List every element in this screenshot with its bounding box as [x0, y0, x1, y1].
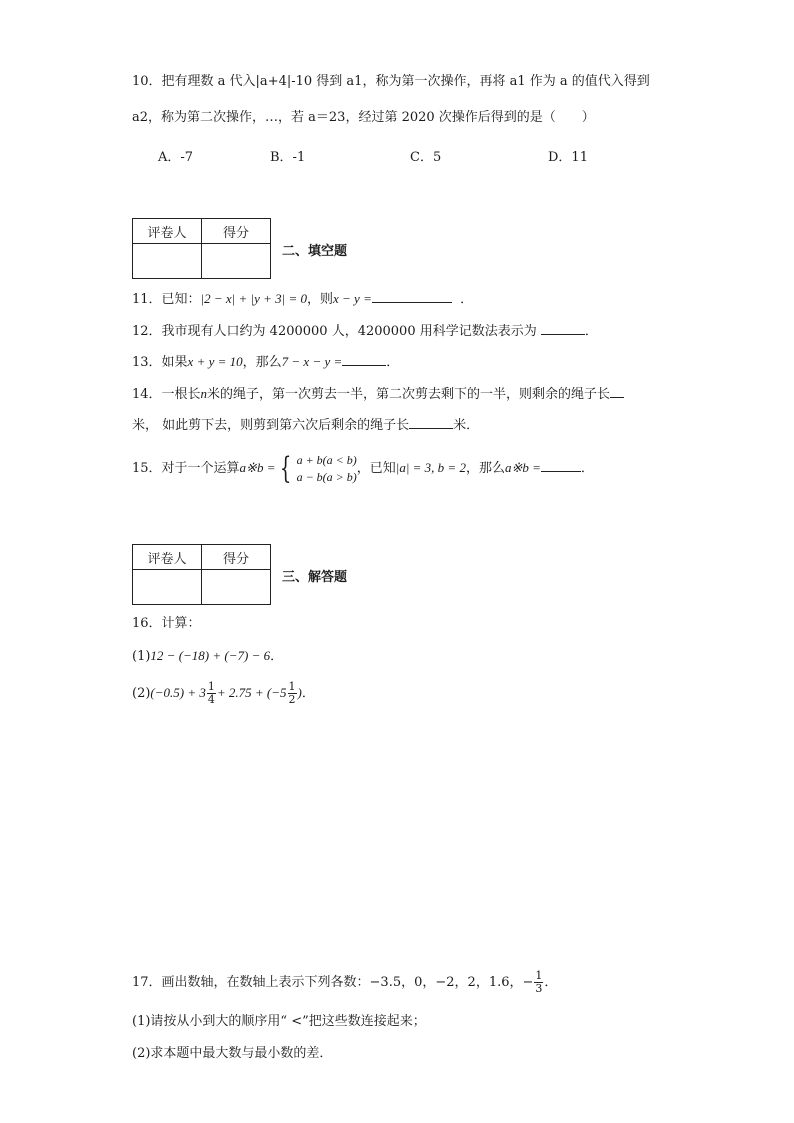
q15-mid: ，那么 [465, 461, 505, 476]
q14-line2b: 米． [453, 418, 480, 433]
q13-answer-blank[interactable] [342, 351, 386, 366]
q16-part2 [132, 678, 315, 709]
q16-part1-end: ． [270, 649, 284, 664]
q11-end: ． [460, 292, 474, 307]
q16-part2-c: ) [297, 685, 302, 700]
q14-line1a: 14．一根长 [132, 387, 201, 402]
q15-case2: a − b(a > b) [296, 469, 357, 484]
q11-mid: ，则 [306, 292, 333, 307]
q15-line [132, 448, 594, 489]
q15-given-pre: ，已知 [356, 461, 396, 476]
q16-part2-end: ． [301, 686, 315, 701]
q13-end: ． [386, 355, 400, 370]
q13-condition: x + y = 10 [187, 354, 243, 369]
q17-part2: (2)求本题中最大数与最小数的差． [132, 1046, 333, 1061]
q11-prefix: 11．已知： [132, 292, 201, 307]
section-title-answer: 三、解答题 [282, 570, 348, 585]
q13-line [132, 351, 399, 373]
q16-fraction-2 [288, 681, 297, 706]
score-table-reviewer-header: 评卷人 [133, 219, 202, 244]
q15-case1: a + b(a < b) [296, 452, 357, 467]
q12-line [132, 320, 598, 342]
q10-line2: a2，称为第二次操作，…，若 a＝23，经过第 2020 次操作后得到的是（ ） [132, 110, 595, 125]
q17-end: ． [544, 975, 558, 990]
q14-var: n [200, 386, 208, 401]
q17-fraction [534, 970, 543, 995]
q15-end: ． [580, 461, 594, 476]
q15-prefix: 15．对于一个运算 [132, 461, 240, 476]
q16-part1-label: (1) [132, 649, 151, 664]
q16-fraction-1-denominator: 4 [207, 693, 215, 706]
q10-option-b: B．-1 [270, 150, 306, 165]
q13-ask: 7 − x − y = [281, 354, 343, 369]
score-table-2 [132, 544, 271, 605]
q13-mid: ，那么 [242, 355, 282, 370]
q14-line1 [132, 383, 624, 405]
q10-option-d: D．11 [548, 150, 588, 165]
q13-prefix: 13．如果 [132, 355, 188, 370]
left-brace-icon: { [280, 450, 292, 486]
q16-part2-label: (2) [132, 686, 151, 701]
q17-part1: (1)请按从小到大的顺序用“ <”把这些数连接起来； [132, 1014, 426, 1029]
q11-expression: |2 − x| + |y + 3| = 0 [200, 291, 307, 306]
q16-part1 [132, 646, 283, 667]
score-table-score-cell[interactable] [202, 244, 271, 279]
q16-part2-a: (−0.5) + 3 [150, 685, 206, 700]
q16-part1-expression: 12 − (−18) + (−7) − 6 [150, 648, 271, 663]
score-table-score-cell[interactable] [202, 570, 271, 605]
q10-option-c: C．5 [410, 150, 442, 165]
q15-ask: a※b = [504, 460, 541, 475]
q16-fraction-2-denominator: 2 [288, 693, 296, 706]
q17-line1 [132, 968, 557, 998]
q16-fraction-1 [207, 681, 216, 706]
q11-ask: x − y = [333, 291, 372, 306]
q12-text: 12．我市现有人口约为 4200000 人，4200000 用科学记数法表示为 [132, 324, 537, 339]
score-table-reviewer-header: 评卷人 [133, 545, 202, 570]
q15-cases [297, 452, 357, 486]
q16-part2-b: + 2.75 + (−5 [216, 685, 287, 700]
q11-line [132, 288, 473, 310]
q17-fraction-numerator: 1 [535, 969, 543, 982]
q14-line2a: 米， 如此剪下去，则剪到第六次后剩余的绳子长 [132, 418, 410, 433]
q10-line1: 10．把有理数 a 代入|a+4|-10 得到 a1，称为第一次操作，再将 a1 作为 a 的值代入得到 [132, 74, 650, 89]
q14-line2 [132, 414, 479, 436]
q14-answer-blank-1[interactable] [610, 383, 624, 398]
q15-given: |a| = 3, b = 2 [395, 460, 466, 475]
score-table-reviewer-cell[interactable] [133, 244, 202, 279]
score-table-score-header: 得分 [202, 219, 271, 244]
q15-answer-blank[interactable] [541, 457, 581, 472]
q12-answer-blank[interactable] [541, 320, 585, 335]
q10-option-a: A．-7 [158, 150, 194, 165]
q16-fraction-1-numerator: 1 [207, 680, 215, 693]
q14-line1b: 米的绳子，第一次剪去一半，第二次剪去剩下的一半，则剩余的绳子长 [207, 387, 611, 402]
q17-fraction-denominator: 3 [535, 982, 543, 995]
q16-title: 16．计算： [132, 616, 201, 631]
q12-end: ． [584, 324, 598, 339]
q16-fraction-2-numerator: 1 [288, 680, 296, 693]
q15-operator: a※b = [239, 460, 276, 475]
q11-answer-blank[interactable] [372, 288, 452, 303]
score-table-reviewer-cell[interactable] [133, 570, 202, 605]
q17-text: 17．画出数轴，在数轴上表示下列各数：−3.5，0，−2，2，1.6，− [132, 975, 534, 990]
q14-answer-blank-2[interactable] [409, 414, 453, 429]
score-table-score-header: 得分 [202, 545, 271, 570]
section-title-fill-in: 二、填空题 [282, 244, 348, 259]
score-table-1 [132, 218, 271, 279]
